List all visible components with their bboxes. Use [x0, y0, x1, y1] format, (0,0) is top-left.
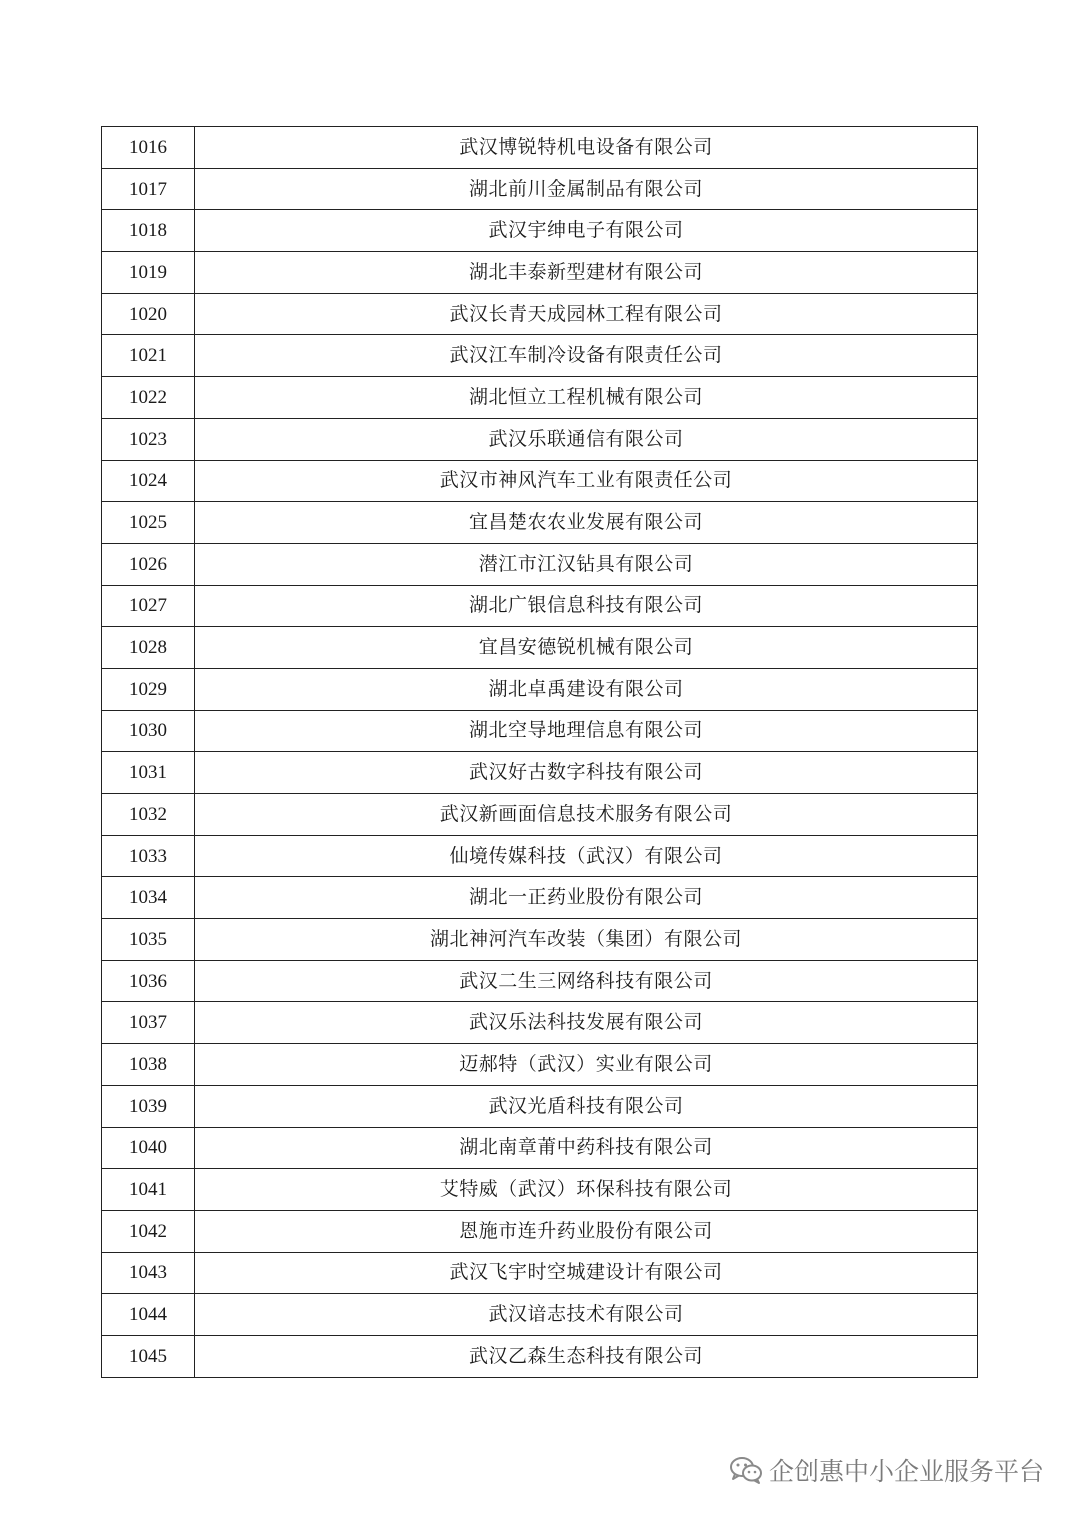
- company-name: 武汉好古数字科技有限公司: [195, 752, 978, 794]
- row-number: 1034: [102, 877, 195, 919]
- company-name: 武汉飞宇时空城建设计有限公司: [195, 1252, 978, 1294]
- company-name: 武汉乐联通信有限公司: [195, 418, 978, 460]
- table-row: [102, 293, 978, 335]
- company-list-table: [101, 126, 978, 1378]
- table-row: [102, 1210, 978, 1252]
- company-name: 宜昌楚农农业发展有限公司: [195, 502, 978, 544]
- company-name: 武汉江车制冷设备有限责任公司: [195, 335, 978, 377]
- row-number: 1028: [102, 627, 195, 669]
- table-row: [102, 668, 978, 710]
- company-name: 湖北前川金属制品有限公司: [195, 168, 978, 210]
- row-number: 1043: [102, 1252, 195, 1294]
- row-number: 1045: [102, 1335, 195, 1377]
- table-row: [102, 543, 978, 585]
- row-number: 1027: [102, 585, 195, 627]
- table-row: [102, 168, 978, 210]
- table-row: [102, 877, 978, 919]
- row-number: 1018: [102, 210, 195, 252]
- company-name: 武汉宇绅电子有限公司: [195, 210, 978, 252]
- table-row: [102, 1169, 978, 1211]
- company-name: 仙境传媒科技（武汉）有限公司: [195, 835, 978, 877]
- row-number: 1020: [102, 293, 195, 335]
- row-number: 1022: [102, 377, 195, 419]
- company-name: 湖北恒立工程机械有限公司: [195, 377, 978, 419]
- row-number: 1033: [102, 835, 195, 877]
- company-name: 湖北卓禹建设有限公司: [195, 668, 978, 710]
- company-name: 武汉市神风汽车工业有限责任公司: [195, 460, 978, 502]
- row-number: 1031: [102, 752, 195, 794]
- table-row: [102, 1127, 978, 1169]
- table-row: [102, 127, 978, 169]
- table-row: [102, 960, 978, 1002]
- row-number: 1037: [102, 1002, 195, 1044]
- table-row: [102, 377, 978, 419]
- company-name: 宜昌安德锐机械有限公司: [195, 627, 978, 669]
- company-name: 湖北一正药业股份有限公司: [195, 877, 978, 919]
- company-name: 湖北空导地理信息有限公司: [195, 710, 978, 752]
- table-row: [102, 210, 978, 252]
- company-name: 迈郝特（武汉）实业有限公司: [195, 1044, 978, 1086]
- row-number: 1019: [102, 252, 195, 294]
- company-name: 武汉光盾科技有限公司: [195, 1085, 978, 1127]
- row-number: 1040: [102, 1127, 195, 1169]
- table-row: [102, 1002, 978, 1044]
- company-name: 湖北南章莆中药科技有限公司: [195, 1127, 978, 1169]
- company-name: 武汉博锐特机电设备有限公司: [195, 127, 978, 169]
- table-row: [102, 502, 978, 544]
- table-row: [102, 1085, 978, 1127]
- table-row: [102, 794, 978, 836]
- company-name: 武汉乙森生态科技有限公司: [195, 1335, 978, 1377]
- row-number: 1021: [102, 335, 195, 377]
- table-row: [102, 252, 978, 294]
- row-number: 1044: [102, 1294, 195, 1336]
- table-row: [102, 710, 978, 752]
- row-number: 1041: [102, 1169, 195, 1211]
- company-name: 湖北神河汽车改装（集团）有限公司: [195, 919, 978, 961]
- row-number: 1025: [102, 502, 195, 544]
- table-row: [102, 1294, 978, 1336]
- row-number: 1026: [102, 543, 195, 585]
- table-row: [102, 335, 978, 377]
- table-row: [102, 627, 978, 669]
- row-number: 1017: [102, 168, 195, 210]
- table-row: [102, 835, 978, 877]
- row-number: 1036: [102, 960, 195, 1002]
- company-name: 武汉乐法科技发展有限公司: [195, 1002, 978, 1044]
- table-row: [102, 1252, 978, 1294]
- table-row: [102, 1335, 978, 1377]
- row-number: 1039: [102, 1085, 195, 1127]
- company-name: 潜江市江汉钻具有限公司: [195, 543, 978, 585]
- company-name: 湖北丰泰新型建材有限公司: [195, 252, 978, 294]
- table-body: [102, 127, 978, 1378]
- company-name: 湖北广银信息科技有限公司: [195, 585, 978, 627]
- company-name: 武汉新画面信息技术服务有限公司: [195, 794, 978, 836]
- table-row: [102, 585, 978, 627]
- row-number: 1023: [102, 418, 195, 460]
- row-number: 1029: [102, 668, 195, 710]
- company-name: 艾特威（武汉）环保科技有限公司: [195, 1169, 978, 1211]
- table-row: [102, 919, 978, 961]
- watermark: [729, 1452, 1044, 1488]
- table-row: [102, 752, 978, 794]
- row-number: 1032: [102, 794, 195, 836]
- wechat-icon: [729, 1455, 763, 1485]
- table-row: [102, 460, 978, 502]
- table-row: [102, 418, 978, 460]
- row-number: 1042: [102, 1210, 195, 1252]
- row-number: 1030: [102, 710, 195, 752]
- company-name: 武汉谙志技术有限公司: [195, 1294, 978, 1336]
- table-row: [102, 1044, 978, 1086]
- row-number: 1024: [102, 460, 195, 502]
- watermark-text: 企创惠中小企业服务平台: [768, 1457, 1044, 1486]
- company-name: 武汉长青天成园林工程有限公司: [195, 293, 978, 335]
- company-name: 恩施市连升药业股份有限公司: [195, 1210, 978, 1252]
- row-number: 1035: [102, 919, 195, 961]
- company-name: 武汉二生三网络科技有限公司: [195, 960, 978, 1002]
- row-number: 1016: [102, 127, 195, 169]
- row-number: 1038: [102, 1044, 195, 1086]
